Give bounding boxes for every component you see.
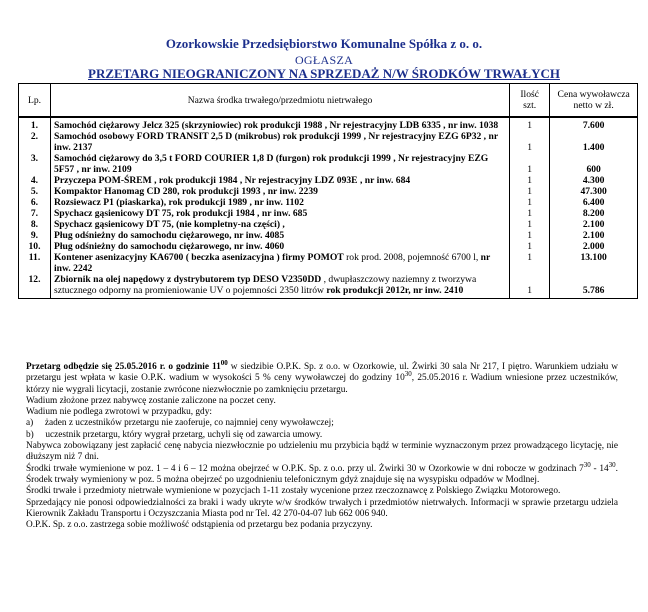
row-name <box>50 274 509 299</box>
list-label-a: a) <box>26 418 34 429</box>
auction-details: w siedzibie O.P.K. Sp. z o.o. w Ozorkowie, ul. Żwirki 30 sala Nr 217, I piętro. Warunkiem udziału w przetargu jest wpłata w kasie O.P.K. wadium w wysokości 5 % ceny wywoławczej do godziny 10 <box>26 362 619 384</box>
list-label-b: b) <box>26 429 34 440</box>
price-header-line2: netto w zł. <box>573 100 614 111</box>
row-qty: 1 <box>510 274 550 299</box>
row-name: Samochód osobowy FORD TRANSIT 2,5 D (mikrobus) rok produkcji 1999 , Nr rejestracyjny EZG 6P32 , nr inw. 2137 <box>50 131 509 153</box>
auction-time-paragraph <box>26 358 619 396</box>
col-lp-header: Lp. <box>19 84 51 118</box>
row-qty: 1 <box>510 219 550 230</box>
row-price: 4.300 <box>550 175 638 186</box>
row-lp: 2. <box>19 131 51 153</box>
table-row <box>19 208 638 219</box>
row-qty: 1 <box>510 197 550 208</box>
table-row <box>19 252 638 274</box>
row-qty: 1 <box>510 175 550 186</box>
row-lp: 6. <box>19 197 51 208</box>
row-qty: 1 <box>510 208 550 219</box>
table-row <box>19 230 638 241</box>
deposit-time-sup: 30 <box>404 370 412 379</box>
row-qty: 1 <box>510 131 550 153</box>
row-qty: 1 <box>510 186 550 197</box>
row-name <box>50 252 509 274</box>
row-price: 13.100 <box>550 252 638 274</box>
row-name: Przyczepa POM-ŚREM , rok produkcji 1984 , Nr rejestracyjny LDZ 093E , nr inw. 684 <box>50 175 509 186</box>
row-name: Pług odśnieżny do samochodu ciężarowego, nr inw. 4085 <box>50 230 509 241</box>
col-name-header: Nazwa środka trwałego/przedmiotu nietrwałego <box>50 84 509 118</box>
col-qty-header <box>510 84 550 118</box>
row-price: 1.400 <box>550 131 638 153</box>
liability-paragraph: Sprzedający nie ponosi odpowiedzialności za braki i wady ukryte w/w środków trwałych i przedmiotów nietrwałych. Informacji w sprawie przetargu udziela Kierownik Zakładu Transportu i Oczyszczania Miasta pod nr Tel. 42 270-04-07 lub 662 006 940. <box>26 497 618 519</box>
price-header-line1: Cena wywoławcza <box>557 89 630 100</box>
row-lp: 1. <box>19 117 51 131</box>
organization-name: Ozorkowskie Przedsiębiorstwo Komunalne Spółka z o. o. <box>165 36 483 51</box>
row-name: Samochód ciężarowy do 3,5 t FORD COURIER 1,8 D (furgon) rok produkcji 1999 , Nr rejestracyjny EZG 5F57 , nr inw. 2109 <box>50 153 509 175</box>
row-lp: 7. <box>19 208 51 219</box>
row-name: Samochód ciężarowy Jelcz 325 (skrzyniowiec) rok produkcji 1988 , Nr rejestracyjny LDB 6335 , nr inw. 1038 <box>50 117 509 131</box>
table-row <box>19 274 638 299</box>
table-row <box>19 117 638 131</box>
row-qty: 1 <box>510 241 550 252</box>
row-name-normal: , dwupłaszczowy naziemny z tworzywa sztucznego odporny na promieniowanie UV o pojemności 2350 litrów <box>53 274 477 296</box>
page-title: PRZETARG NIEOGRANICZONY NA SPRZEDAŻ N/W ŚRODKÓW TRWAŁYCH <box>88 66 560 81</box>
row-name-normal: rok prod. 2008, pojemność 6700 l, <box>343 252 481 263</box>
items-table <box>18 83 638 299</box>
deposit-credit-paragraph: Wadium złożone przez nabywcę zostanie zaliczone na poczet ceny. <box>26 395 276 406</box>
viewing-sup-1: 30 <box>583 460 591 469</box>
row-lp: 3. <box>19 153 51 175</box>
row-lp: 5. <box>19 186 51 197</box>
row-price: 7.600 <box>550 117 638 131</box>
row-qty: 1 <box>510 252 550 274</box>
viewing-text-a: Środki trwałe wymienione w poz. 1 – 4 i 6 – 12 można obejrzeć w O.P.K. Sp. z o.o. przy ul. Żwirki 30 w Ozorkowie w dni robocze w godzinach 7 <box>26 463 584 474</box>
row-lp: 4. <box>19 175 51 186</box>
table-header-row <box>19 84 638 118</box>
forfeit-condition-b <box>26 430 618 441</box>
row-price: 2.000 <box>550 241 638 252</box>
announce-word: OGŁASZA <box>294 53 354 67</box>
row-name: Rozsiewacz P1 (piaskarka), rok produkcji 1989 , nr inw. 1102 <box>50 197 509 208</box>
row-price: 600 <box>550 153 638 175</box>
row-qty: 1 <box>510 230 550 241</box>
row-name: Spychacz gąsienicowy DT 75, (nie kompletny-na części) , <box>50 219 509 230</box>
auction-date-bold: Przetarg odbędzie się 25.05.2016 r. o godzinie 11 <box>26 362 221 372</box>
row-qty: 1 <box>510 117 550 131</box>
table-row <box>19 175 638 186</box>
row-lp: 11. <box>19 252 51 274</box>
table-row <box>19 241 638 252</box>
condition-a-text: żaden z uczestników przetargu nie zaoferuje, co najmniej ceny wywoławczej; <box>44 418 334 429</box>
row-lp: 10. <box>19 241 51 252</box>
table-row <box>19 197 638 208</box>
row-price: 5.786 <box>550 274 638 299</box>
row-price: 6.400 <box>550 197 638 208</box>
row-lp: 12. <box>19 274 51 299</box>
deposit-forfeit-paragraph: Wadium nie podlega zwrotowi w przypadku, gdy: <box>26 407 212 418</box>
row-price: 2.100 <box>550 230 638 241</box>
col-price-header <box>550 84 638 118</box>
viewing-text-c: . Środek trwały wymieniony w poz. 5 można obejrzeć po uzgodnieniu telefonicznym gdyż znajduje się na wysypisku odpadów w Modlnej. <box>26 463 618 485</box>
condition-b-text: uczestnik przetargu, który wygrał przetarg, uchyli się od zawarcia umowy. <box>45 429 323 440</box>
row-name: Spychacz gąsienicowy DT 75, rok produkcji 1984 , nr inw. 685 <box>50 208 509 219</box>
qty-header-line2: szt. <box>523 100 537 111</box>
forfeit-condition-a <box>26 418 618 429</box>
table-row <box>19 186 638 197</box>
row-name-bold: Kontener asenizacyjny KA6700 ( beczka asenizacyjna ) firmy POMOT <box>53 252 344 263</box>
row-name-bold2: nr inw. 2242 <box>53 252 491 274</box>
qty-header-line1: Ilość <box>520 89 539 100</box>
table-row <box>19 153 638 175</box>
viewing-text-b: - 14 <box>590 463 609 474</box>
row-qty: 1 <box>510 153 550 175</box>
row-name-bold: Zbiornik na olej napędowy z dystrybutorem typ DESO V2350DD <box>53 274 322 285</box>
row-lp: 8. <box>19 219 51 230</box>
table-row <box>19 219 638 230</box>
auction-hour-sup: 00 <box>220 358 228 367</box>
valuation-paragraph: Środki trwałe i przedmioty nietrwałe wymienione w pozycjach 1-11 zostały wycenione przez rzeczoznawcę z Polskiego Związku Motorowego. <box>26 486 561 497</box>
payment-paragraph: Nabywca zobowiązany jest zapłacić cenę nabycia niezwłocznie po udzieleniu mu przybicia bądź w terminie wyznaczonym przez prowadzącego licytację, nie dłuższym niż 7 dni. <box>26 441 618 463</box>
viewing-paragraph <box>26 460 618 487</box>
deposit-details: , 25.05.2016 r. Wadium wniesione przez uczestników, którzy nie wygrali licytacji, zostanie zwrócone niezwłocznie po zamknięciu przetargu. <box>26 373 619 395</box>
withdrawal-paragraph: O.P.K. Sp. z o.o. zastrzega sobie możliwość odstąpienia od przetargu bez podania przyczyny. <box>26 520 373 531</box>
row-price: 8.200 <box>550 208 638 219</box>
row-name-bold2: rok produkcji 2012r, nr inw. 2410 <box>326 285 464 296</box>
table-row <box>19 131 638 153</box>
row-lp: 9. <box>19 230 51 241</box>
row-name: Kompaktor Hanomag CD 280, rok produkcji 1993 , nr inw. 2239 <box>50 186 509 197</box>
row-price: 2.100 <box>550 219 638 230</box>
row-name: Pług odśnieżny do samochodu ciężarowego, nr inw. 4060 <box>50 241 509 252</box>
row-price: 47.300 <box>550 186 638 197</box>
viewing-sup-2: 30 <box>608 460 616 469</box>
announcement-body <box>26 358 619 531</box>
